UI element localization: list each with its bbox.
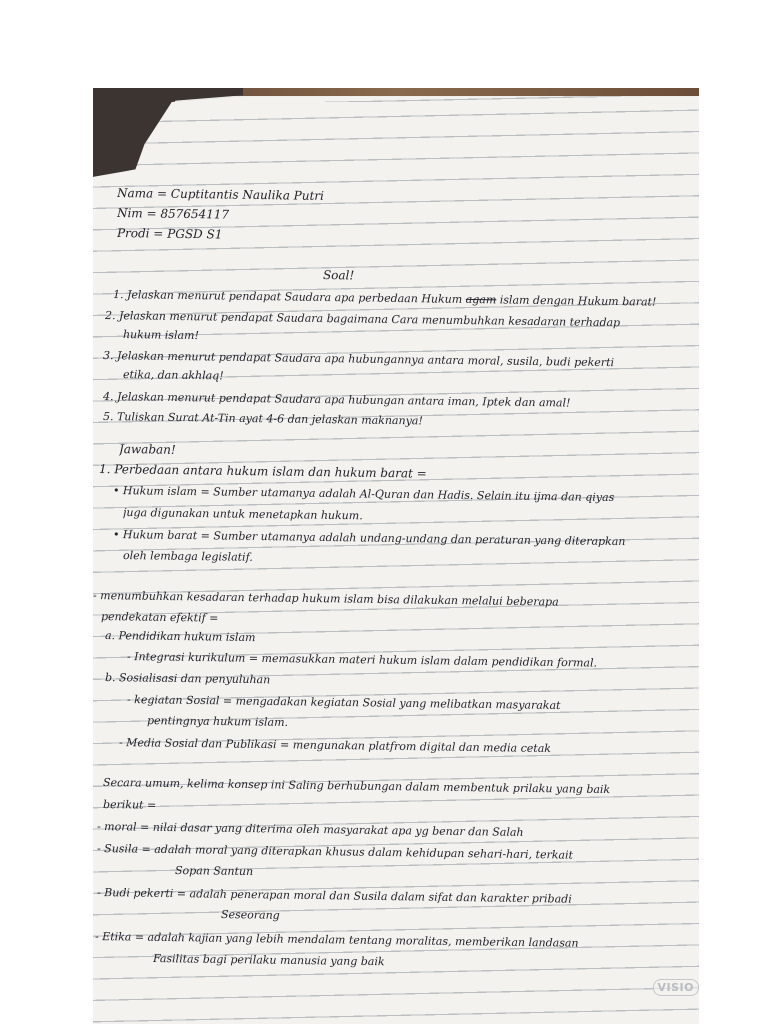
- document-photo: [93, 88, 699, 1024]
- answer-3-budi-line-2: Seseorang: [220, 908, 280, 922]
- answer-3-intro-line-2: berikut =: [102, 798, 157, 812]
- answer-2-point-a-detail: - Integrasi kurikulum = memasukkan materi hukum islam dalam pendidikan formal.: [126, 650, 598, 670]
- question-3-line-2: etika, dan akhlaq!: [122, 368, 224, 383]
- student-name: Nama = Cuptitantis Naulika Putri: [116, 186, 325, 203]
- handwritten-text: [93, 88, 699, 1024]
- answer-3-budi-line-1: - Budi pekerti = adalah penerapan moral dan Susila dalam sifat dan karakter pribadi: [96, 886, 572, 906]
- question-4: 4. Jelaskan menurut pendapat Saudara apa hubungan antara iman, Iptek dan amal!: [102, 390, 571, 410]
- question-2-line-2: hukum islam!: [122, 328, 200, 343]
- question-2-line-1: 2. Jelaskan menurut pendapat Saudara bagaimana Cara menumbuhkan kesadaran terhadap: [104, 309, 621, 330]
- answer-1-bullet-1-line-2: juga digunakan untuk menetapkan hukum.: [122, 506, 363, 523]
- answer-1-bullet-2-line-2: oleh lembaga legislatif.: [122, 549, 253, 564]
- student-nim: Nim = 857654117: [116, 206, 230, 222]
- answer-2-point-b-detail-1: - kegiatan Sosial = mengadakan kegiatan Sosial yang melibatkan masyarakat: [126, 693, 561, 713]
- question-3-line-1: 3. Jelaskan menurut pendapat Saudara apa hubungannya antara moral, susila, budi pekerti: [102, 349, 615, 370]
- answer-2-point-b-detail-2: - Media Sosial dan Publikasi = mengunakan platfrom digital dan media cetak: [118, 736, 552, 756]
- answer-1: 1. Perbedaan antara hukum islam dan hukum barat =: [98, 462, 427, 481]
- answer-1-bullet-1-line-1: • Hukum islam = Sumber utamanya adalah Al-Quran dan Hadis. Selain itu ijma dan qiyas: [112, 484, 615, 504]
- scanner-watermark: VISIO: [653, 979, 699, 996]
- question-5: 5. Tuliskan Surat At-Tin ayat 4-6 dan jelaskan maknanya!: [102, 410, 423, 428]
- answer-3-susila-line-1: - Susila = adalah moral yang diterapkan khusus dalam kehidupan sehari-hari, terkait: [96, 842, 574, 862]
- answer-3-moral: - moral = nilai dasar yang diterima oleh masyarakat apa yg benar dan Salah: [96, 820, 524, 839]
- question-1: [113, 288, 657, 309]
- answer-2-point-a: a. Pendidikan hukum islam: [104, 629, 256, 645]
- answer-2-intro-line-2: pendekatan efektif =: [100, 610, 219, 625]
- answer-2-point-b: b. Sosialisasi dan penyuluhan: [104, 671, 271, 687]
- answer-3-intro-line-1: Secara umum, kelima konsep ini Saling berhubungan dalam membentuk prilaku yang baik: [102, 776, 611, 797]
- jawaban-title: Jawaban!: [118, 442, 176, 457]
- question-1-text-end: islam dengan Hukum barat!: [499, 293, 657, 309]
- answer-2-intro-line-1: - menumbuhkan kesadaran terhadap hukum islam bisa dilakukan melalui beberapa: [93, 589, 559, 609]
- answer-3-susila-line-2: Sopan Santun: [174, 864, 254, 879]
- answer-1-bullet-2-line-1: • Hukum barat = Sumber utamanya adalah undang-undang dan peraturan yang diterapkan: [112, 528, 626, 549]
- answer-3-etika-line-2: Fasilitas bagi perilaku manusia yang baik: [152, 952, 385, 969]
- struck-word: agam: [465, 292, 497, 307]
- answer-2-point-b-detail-1-cont: pentingnya hukum islam.: [146, 714, 289, 729]
- answer-3-etika-line-1: - Etika = adalah kajian yang lebih mendalam tentang moralitas, memberikan landasan: [94, 930, 579, 950]
- student-prodi: Prodi = PGSD S1: [116, 226, 223, 242]
- soal-title: Soal!: [322, 268, 355, 283]
- question-1-text: 1. Jelaskan menurut pendapat Saudara apa perbedaan Hukum: [112, 288, 463, 306]
